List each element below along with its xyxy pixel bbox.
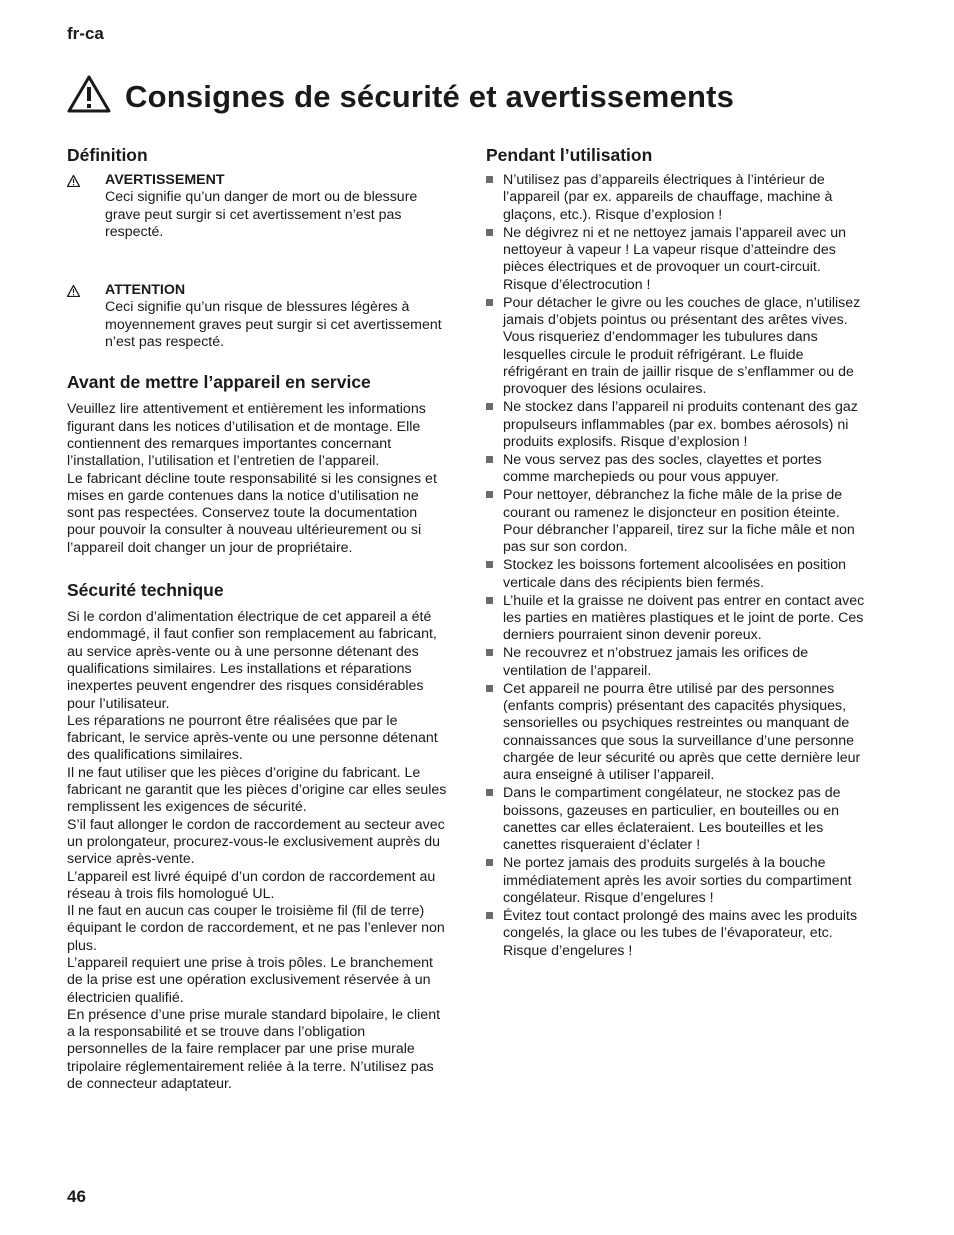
securite-heading: Sécurité technique — [67, 580, 224, 601]
list-item: Pour nettoyer, débranchez la fiche mâle de la prise de courant ou ramenez le disjoncteur en position éteinte. Pour débrancher l’appareil, tirez sur la fiche mâle et non pas sur son cordon. — [486, 487, 866, 556]
definition-heading: Définition — [67, 145, 148, 165]
left-column — [67, 144, 447, 1093]
warning-text: Ceci signifie qu’un risque de blessures légères à moyennement graves peut surgir si cet avertissement n’est pas respecté. — [105, 299, 442, 351]
list-item: Ne portez jamais des produits surgelés à la bouche immédiatement après les avoir sorties du compartiment congélateur. Risque d’engelures ! — [486, 855, 866, 907]
language-code: fr-ca — [67, 24, 104, 43]
list-item: Stockez les boissons fortement alcoolisées en position verticale dans des récipients bien fermés. — [486, 557, 866, 592]
paragraph: Veuillez lire attentivement et entièrement les informations figurant dans les notices d’utilisation et de montage. Elle contiennent des remarques importantes concernant l’installation, l’utilisation et l’entretien de l’appareil. — [67, 401, 426, 470]
securite-section — [67, 579, 447, 1093]
paragraph: Le fabricant décline toute responsabilité si les consignes et mises en garde contenues dans la notice d’utilisation ne sont pas respectées. Conservez toute la documentation pour pouvoir la consulter à nouveau ultérieurement ou si l’appareil doit changer un jour de propriétaire. — [67, 470, 437, 556]
square-bullet-icon — [486, 855, 503, 907]
square-bullet-icon — [486, 399, 503, 451]
paragraph: Si le cordon d’alimentation électrique de cet appareil a été endommagé, il faut confier son remplacement au fabricant, au service après-vente ou à une personne détenant des qualifications similaires. Les installations et réparations inexpertes peuvent engendrer des risques considérables pour l’utilisateur. — [67, 609, 437, 712]
square-bullet-icon — [486, 908, 503, 960]
paragraph: L’appareil est livré équipé d’un cordon de raccordement au réseau à trois fils homologué UL. — [67, 868, 436, 902]
title-row — [67, 58, 734, 136]
list-item: Ne dégivrez ni et ne nettoyez jamais l’appareil avec un nettoyeur à vapeur ! La vapeur risque d’atteindre des pièces électriques et de provoquer un court-circuit. Risque d’électrocution ! — [486, 225, 866, 294]
list-item: Ne vous servez pas des socles, clayettes et portes comme marchepieds ou pour vous appuyer. — [486, 452, 866, 487]
paragraph: Il ne faut utiliser que les pièces d’origine du fabricant. Le fabricant ne garantit que les pièces d’origine car elles seules remplissent les exigences de sécurité. — [67, 764, 447, 816]
list-item: Dans le compartiment congélateur, ne stockez pas de boissons, gazeuses en particulier, en bouteilles ou en canettes car elles éclateraient. Les bouteilles et les canettes risqueraient d’éclater ! — [486, 785, 866, 854]
list-item: Évitez tout contact prolongé des mains avec les produits congelés, la glace ou les tubes de l’évaporateur, etc. Risque d’engelures ! — [486, 908, 866, 960]
list-item: Pour détacher le givre ou les couches de glace, n’utilisez jamais d’objets pointus ou présentant des arêtes vives. Vous risqueriez d’endommager les tubulures dans lesquelles circule le produit réfrigérant. Le fluide réfrigérant en train de jaillir risque de s’enflammer ou de provoquer des lésions oculaires. — [486, 295, 866, 399]
page-number: 46 — [67, 1187, 86, 1206]
square-bullet-icon — [486, 557, 503, 592]
avant-heading: Avant de mettre l’appareil en service — [67, 372, 371, 393]
list-item: Ne recouvrez et n’obstruez jamais les orifices de ventilation de l’appareil. — [486, 645, 866, 680]
list-item: Cet appareil ne pourra être utilisé par des personnes (enfants compris) présentant des capacités physiques, sensorielles ou psychiques restreintes ou manquant de connaissances que sous la surveillance d’une personne chargée de leur sécurité ou après que cette dernière leur aura enseigné à utiliser l’appareil. — [486, 681, 866, 785]
warning-attention — [67, 282, 447, 351]
paragraph: S’il faut allonger le cordon de raccordement au secteur avec un prolongateur, procurez-vous-le exclusivement auprès du service après-vente. — [67, 816, 445, 868]
list-item: L’huile et la graisse ne doivent pas entrer en contact avec les parties en matières plastiques et le joint de porte. Ces derniers pourraient sinon devenir poreux. — [486, 593, 866, 645]
square-bullet-icon — [486, 681, 503, 785]
warning-text: Ceci signifie qu’un danger de mort ou de blessure grave peut surgir si cet avertissement n’est pas respecté. — [105, 189, 418, 240]
square-bullet-icon — [486, 645, 503, 680]
warning-label: ATTENTION — [105, 282, 186, 299]
warning-triangle-icon — [67, 75, 125, 118]
warning-avertissement — [67, 172, 447, 241]
square-bullet-icon — [486, 487, 503, 556]
paragraph: Les réparations ne pourront être réalisées que par le fabricant, le service après-vente ou une personne détenant des qualifications similaires. — [67, 712, 438, 764]
square-bullet-icon — [486, 295, 503, 399]
small-warning-icon — [67, 172, 105, 241]
paragraph: L’appareil requiert une prise à trois pôles. Le branchement de la prise est une opération exclusivement réservée à un électricien qualifié. — [67, 954, 433, 1006]
pendant-heading: Pendant l’utilisation — [486, 145, 653, 165]
page-title: Consignes de sécurité et avertissements — [125, 78, 735, 114]
list-item: Ne stockez dans l’appareil ni produits contenant des gaz propulseurs inflammables (par ex. bombes aérosols) ni produits explosifs. Risque d’explosion ! — [486, 399, 866, 451]
warning-label: AVERTISSEMENT — [105, 172, 225, 188]
square-bullet-icon — [486, 225, 503, 294]
paragraph: En présence d’une prise murale standard bipolaire, le client a la responsabilité et se trouve dans l’obligation personnelles de la faire remplacer par une prise murale tripolaire réglementairement reliée à la terre. N’utilisez pas de connecteur adaptateur. — [67, 1006, 441, 1093]
avant-section — [67, 371, 447, 557]
square-bullet-icon — [486, 593, 503, 645]
definition-section — [67, 144, 447, 351]
pendant-list — [486, 172, 866, 960]
paragraph: Il ne faut en aucun cas couper le troisième fil (fil de terre) équipant le cordon de raccordement, et ne pas l’enlever non plus. — [67, 903, 445, 954]
right-column — [486, 144, 866, 961]
square-bullet-icon — [486, 785, 503, 854]
small-warning-icon — [67, 282, 105, 351]
list-item: N’utilisez pas d’appareils électriques à l’intérieur de l’appareil (par ex. appareils de chauffage, machine à glaçons, etc.). Risque d’explosion ! — [486, 172, 866, 224]
square-bullet-icon — [486, 452, 503, 487]
square-bullet-icon — [486, 172, 503, 224]
